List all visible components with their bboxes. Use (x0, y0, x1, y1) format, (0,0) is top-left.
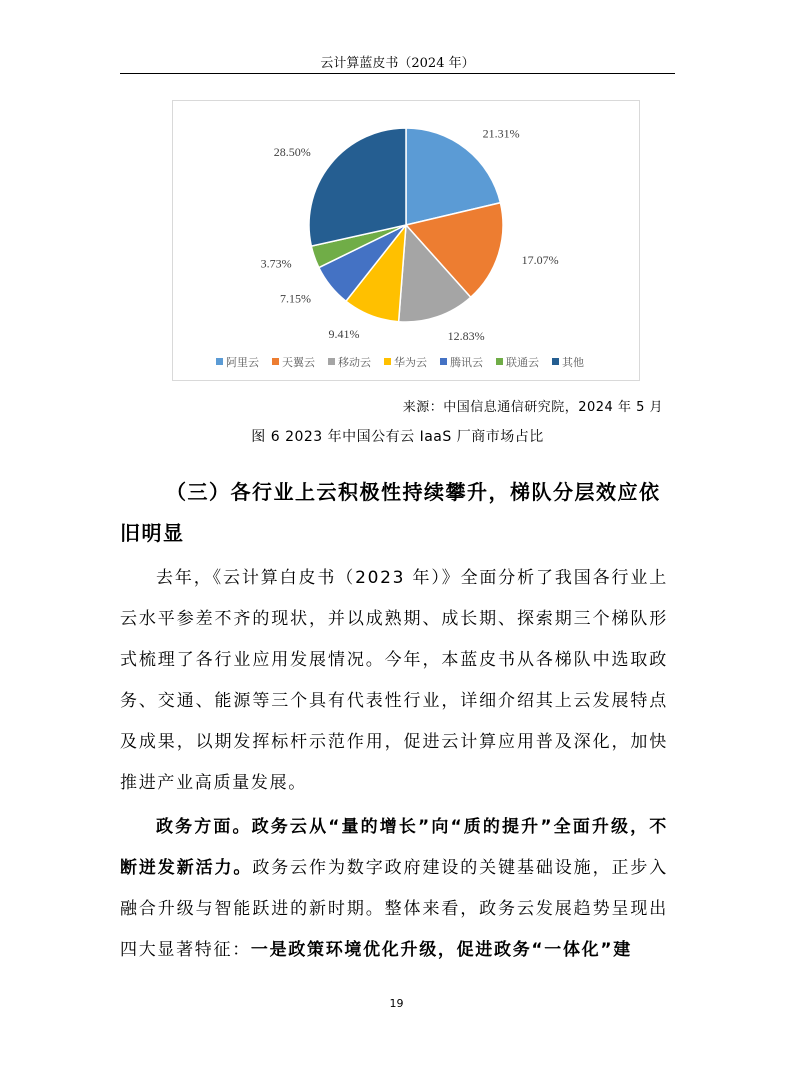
running-header: 云计算蓝皮书（2024 年） (320, 56, 475, 71)
chart-legend (216, 355, 584, 369)
slice-data-label-3: 9.41% (328, 327, 360, 342)
slice-data-label-2: 12.83% (447, 328, 485, 343)
body-paragraph: 去年，《云计算白皮书（2023 年）》全面分析了我国各行业上云水平参差不齐的现状，并以成熟期、成长期、探索期三个梯队形式梳理了各行业应用发展情况。今年，本蓝皮书从各梯队中选取政务、交通、能源等三个具有代表性行业，详细介绍其上云发展特点及成果，以期发挥标杆示范作用，促进云计算应用普及深化，加快推进产业高质量发展。 (120, 568, 668, 793)
legend-label-1: 天翼云 (282, 356, 315, 369)
legend-label-0: 阿里云 (226, 356, 259, 369)
legend-swatch-2 (328, 358, 335, 365)
legend-swatch-1 (272, 358, 279, 365)
body-paragraph-government (120, 807, 668, 971)
paragraph-emphasis: 一是政策环境优化升级，促进政务“一体化”建 (250, 940, 632, 960)
figure-source: 来源：中国信息通信研究院，2024 年 5 月 (402, 400, 663, 415)
legend-label-6: 其他 (562, 356, 584, 369)
paragraph-lead: 政务方面。政务云从“量的增长”向“质的提升”全面升级，不断迸发新活力。 (120, 817, 668, 878)
page-number: 19 (389, 997, 404, 1010)
legend-swatch-4 (440, 358, 447, 365)
slice-data-label-4: 7.15% (279, 291, 311, 306)
legend-swatch-6 (552, 358, 559, 365)
slice-data-label-0: 21.31% (482, 126, 520, 141)
legend-label-3: 华为云 (394, 356, 427, 369)
slice-data-label-5: 3.73% (260, 256, 292, 271)
legend-swatch-3 (384, 358, 391, 365)
slice-data-label-1: 17.07% (521, 253, 559, 268)
legend-label-5: 联通云 (506, 356, 539, 369)
header-rule (120, 73, 675, 74)
pie-chart (172, 100, 640, 381)
legend-label-4: 腾讯云 (450, 356, 483, 369)
legend-swatch-5 (496, 358, 503, 365)
figure-caption: 图 6 2023 年中国公有云 IaaS 厂商市场占比 (251, 429, 544, 445)
paragraph-body: 政务云作为数字政府建设的关键基础设施，正步入融合升级与智能跃进的新时期。整体来看，政务云发展趋势呈现出四大显著特征： (120, 858, 668, 960)
section-heading: （三）各行业上云积极性持续攀升，梯队分层效应依旧明显 (120, 480, 661, 545)
legend-swatch-0 (216, 358, 223, 365)
pie-chart-svg (173, 101, 639, 380)
legend-label-2: 移动云 (338, 356, 371, 369)
pie-slice-6 (309, 128, 406, 246)
slice-data-label-6: 28.50% (273, 144, 311, 159)
